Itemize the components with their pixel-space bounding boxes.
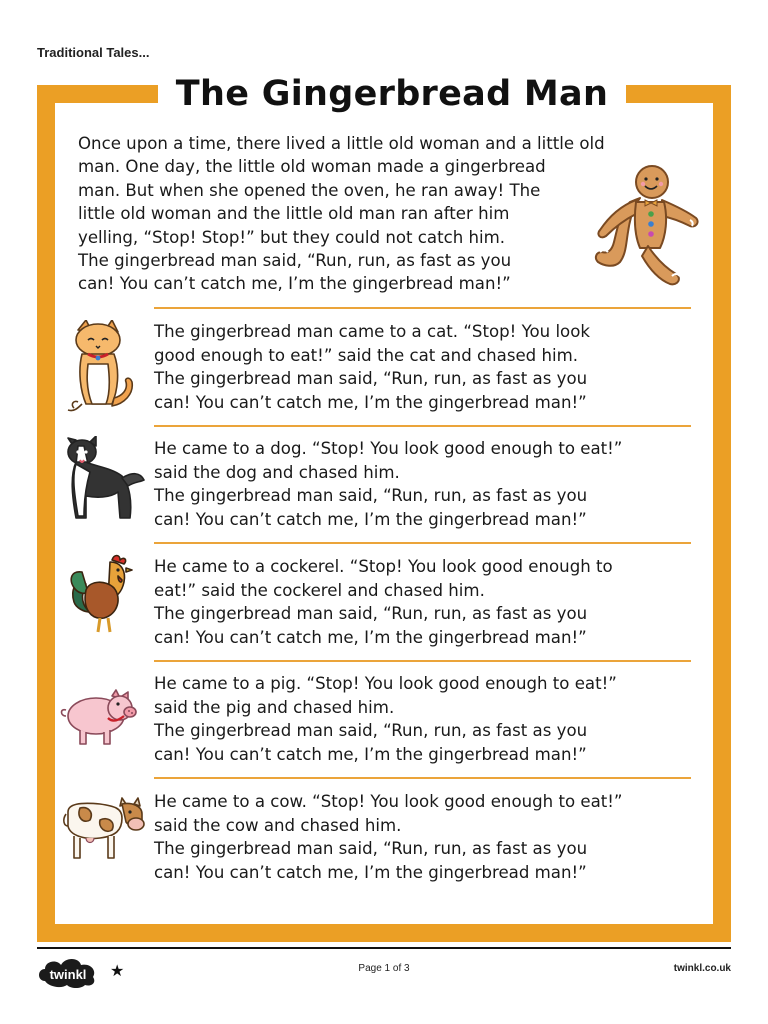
section-divider [154,660,691,662]
section-line: said the dog and chased him. [154,462,400,482]
intro-line: little old woman and the little old man ran after him [78,204,510,224]
section-line: The gingerbread man said, “Run, run, as fast as you [154,604,588,623]
cow-icon [60,796,146,864]
section-line: The gingerbread man came to a cat. “Stop! You look [154,322,590,341]
section-line: can! You can’t catch me, I’m the gingerbread man!” [154,392,587,412]
series-label: Traditional Tales... [37,45,150,60]
cockerel-icon [68,554,136,638]
story-section-pig [154,672,694,766]
section-divider [154,542,691,544]
section-line: He came to a dog. “Stop! You look good enough to eat!” [154,439,623,458]
section-line: can! You can’t catch me, I’m the gingerbread man!” [154,509,587,529]
page-title: The Gingerbread Man [175,74,609,114]
page-number: Page 1 of 3 [358,963,410,974]
section-divider [154,425,691,427]
footer-divider [37,947,731,949]
story-section-cockerel [154,555,694,649]
section-line: He came to a pig. “Stop! You look good enough to eat!” [154,674,617,693]
pig-icon [58,686,138,748]
intro-line: yelling, “Stop! Stop!” but they could not catch him. [78,227,506,247]
site-url: twinkl.co.uk [673,963,731,974]
story-section-cat [154,320,694,414]
cat-icon [64,320,136,412]
intro-line: can! You can’t catch me, I’m the gingerbread man!” [78,274,511,294]
story-section-cow [154,790,694,884]
gingerbread-man-icon [590,162,702,290]
intro-line: Once upon a time, there lived a little old woman and a little old [78,134,605,153]
section-line: He came to a cow. “Stop! You look good enough to eat!” [154,792,623,811]
section-line: The gingerbread man said, “Run, run, as fast as you [154,486,588,505]
section-line: said the pig and chased him. [154,697,395,717]
section-line: can! You can’t catch me, I’m the gingerbread man!” [154,627,587,647]
section-line: The gingerbread man said, “Run, run, as fast as you [154,721,588,740]
intro-line: man. One day, the little old woman made a gingerbread [78,157,546,177]
dog-icon [62,436,146,524]
intro-line: man. But when she opened the oven, he ran away! The [78,180,541,200]
section-divider [154,307,691,309]
section-line: eat!” said the cockerel and chased him. [154,580,485,600]
section-line: good enough to eat!” said the cat and chased him. [154,345,579,365]
intro-line: The gingerbread man said, “Run, run, as fast as you [78,251,512,271]
svg-text:twinkl: twinkl [49,967,87,982]
section-line: He came to a cockerel. “Stop! You look good enough to [154,557,613,576]
story-section-dog [154,437,694,531]
star-icon: ★ [110,961,125,980]
section-line: said the cow and chased him. [154,815,402,835]
section-line: can! You can’t catch me, I’m the gingerbread man!” [154,744,587,764]
section-line: The gingerbread man said, “Run, run, as fast as you [154,369,588,388]
section-line: can! You can’t catch me, I’m the gingerbread man!” [154,862,587,882]
section-divider [154,777,691,779]
section-line: The gingerbread man said, “Run, run, as fast as you [154,839,588,858]
